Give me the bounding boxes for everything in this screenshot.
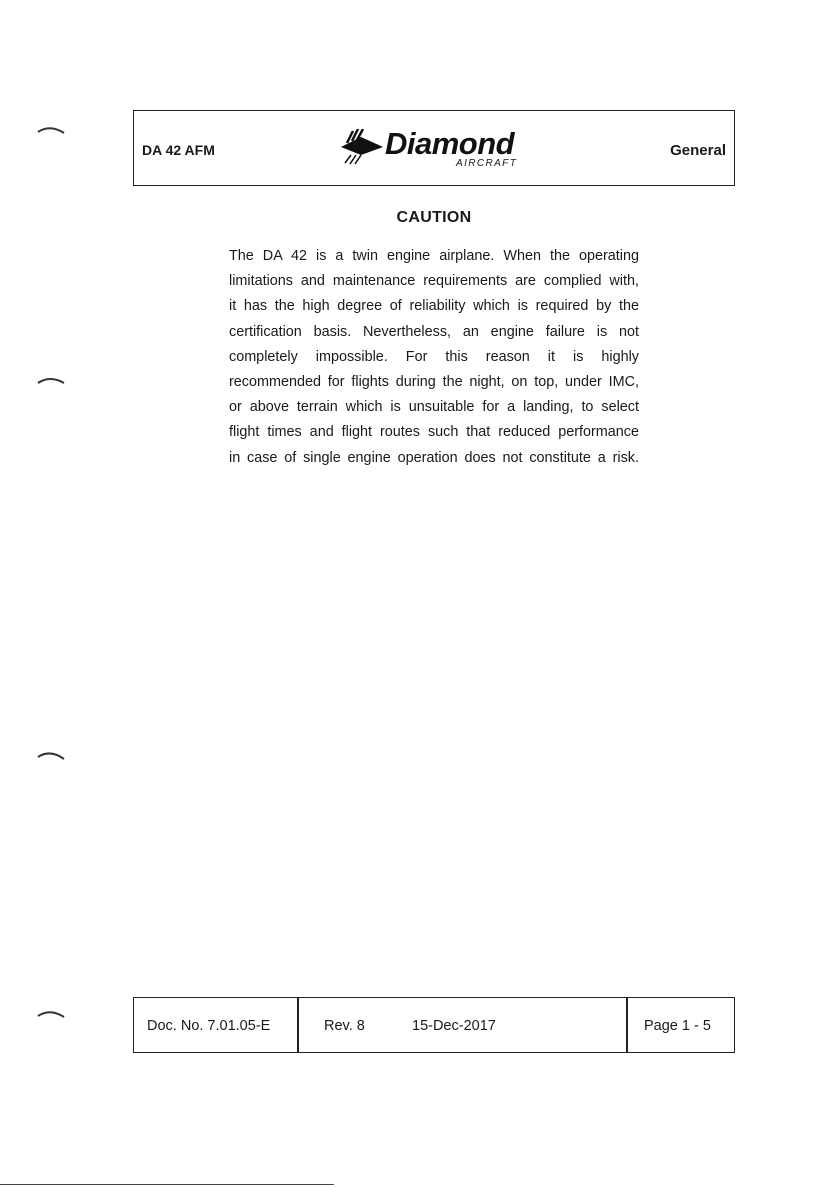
punch-mark [36,750,66,760]
caution-line: limitations and maintenance requirements are complied with, [229,273,639,290]
caution-line: it has the high degree of reliability which is required by the [229,298,639,315]
punch-mark [36,125,66,135]
punch-mark [36,376,66,386]
footer-divider [626,998,628,1052]
caution-line: flight times and flight routes such that reduced performance [229,424,639,441]
logo-sub-text: AIRCRAFT [456,158,518,169]
section-label: General [670,142,726,159]
caution-line: certification basis. Nevertheless, an engine failure is not [229,323,639,340]
scan-edge-line [0,1184,334,1185]
caution-line: The DA 42 is a twin engine airplane. When the operating [229,248,639,264]
logo-brand-text: Diamond [385,126,515,161]
diamond-wing-icon [339,129,385,165]
diamond-aircraft-logo [339,125,539,175]
revision-date: 15-Dec-2017 [412,1018,496,1034]
footer-divider [297,998,299,1052]
caution-title: CAUTION [396,209,472,226]
page-number: Page 1 - 5 [644,1018,711,1034]
punch-mark [36,1009,66,1019]
page-header [133,110,735,186]
caution-line: in case of single engine operation does not constitute a risk. [229,449,639,466]
page-footer [133,997,735,1053]
caution-line: completely impossible. For this reason it is highly [229,348,639,365]
caution-text [229,244,639,471]
caution-line: recommended for flights during the night, on top, under IMC, [229,374,639,391]
caution-line: or above terrain which is unsuitable for a landing, to select [229,399,639,416]
revision-label: Rev. 8 [324,1018,365,1034]
aircraft-model-label: DA 42 AFM [142,142,215,158]
doc-number: Doc. No. 7.01.05-E [147,1018,271,1034]
